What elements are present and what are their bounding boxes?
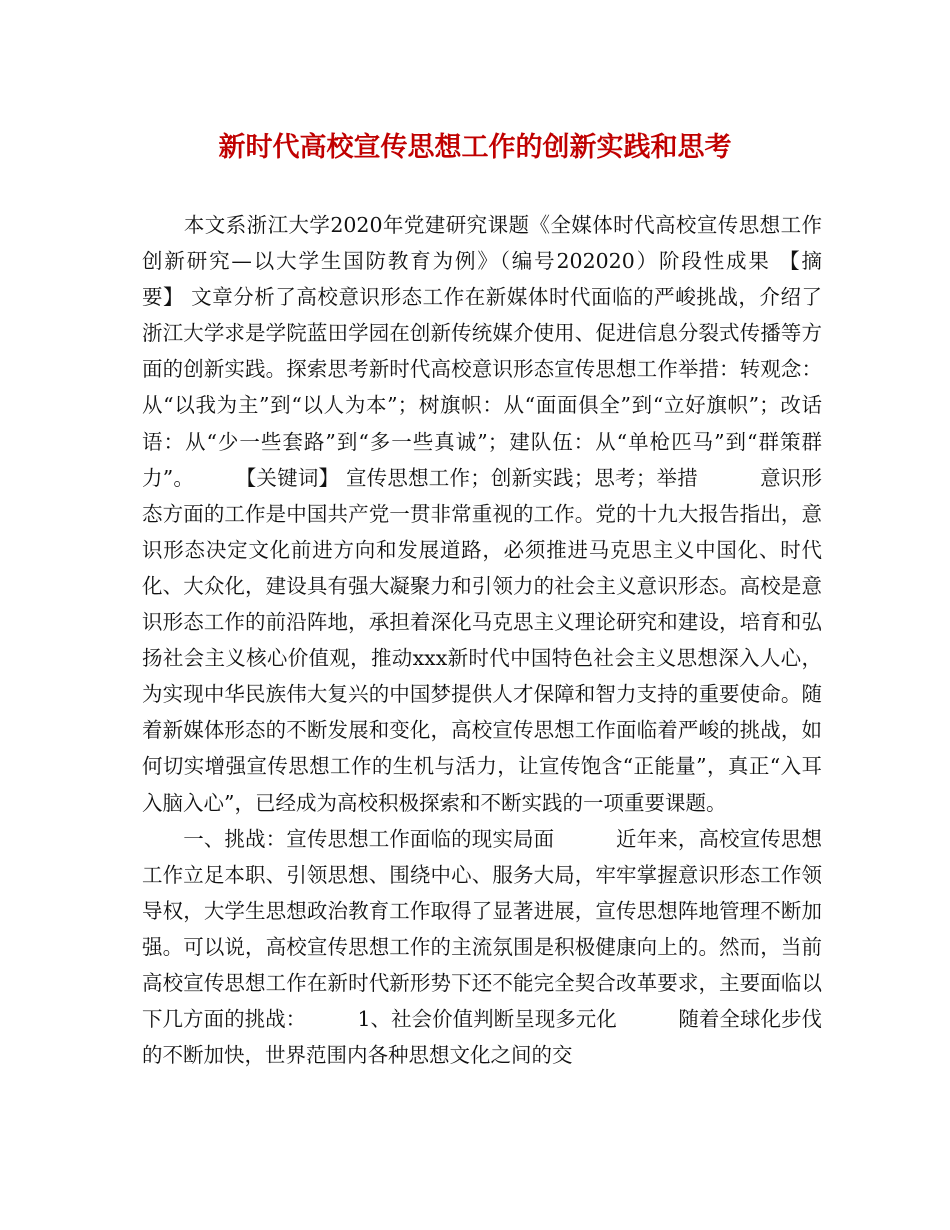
document-body: 本文系浙江大学2020年党建研究课题《全媒体时代高校宣传思想工作创新研究—以大学生国防教育为例》（编号202020）阶段性成果 【摘 要】 文章分析了高校意识形态工作在新媒体时代面临的严峻挑战，介绍了浙江大学求是学院蓝田学园在创新传统媒介使用、促进信息分裂式传播等方面的创新实践。探索思考新时代高校意识形态宣传思想工作举措：转观念：从“以我为主”到“以人为本”；树旗帜：从“面面俱全”到“立好旗帜”；改话语：从“少一些套路”到“多一些真诚”；建队伍：从“单枪匹马”到“群策群力”。 【关键词】 宣传思想工作；创新实践；思考；举措 意识形态方面的工作是中国共产党一贯非常重视的工作。党的十九大报告指出，意识形态决定文化前进方向和发展道路，必须推进马克思主义中国化、时代化、大众化，建设具有强大凝聚力和引领力的社会主义意识形态。高校是意识形态工作的前沿阵地，承担着深化马克思主义理论研究和建设，培育和弘扬社会主义核心价值观，推动xxx新时代中国特色社会主义思想深入人心，为实现中华民族伟大复兴的中国梦提供人才保障和智力支持的重要使命。随着新媒体形态的不断发展和变化，高校宣传思想工作面临着严峻的挑战，如何切实增强宣传思想工作的生机与活力，让宣传饱含“正能量”，真正“入耳入脑入心”，已经成为高校积极探索和不断实践的一项重要课题。 一、挑战：宣传思想工作面临的现实局面 近年来，高校宣传思想工作立足本职、引领思想、围绕中心、服务大局，牢牢掌握意识形态工作领导权，大学生思想政治教育工作取得了显著进展，宣传思想阵地管理不断加强。可以说，高校宣传思想工作的主流氛围是积极健康向上的。然而，当前高校宣传思想工作在新时代新形势下还不能完全契合改革要求，主要面临以下几方面的挑战： 1、社会价值判断呈现多元化 随着全球化步伐的不断加快，世界范围内各种思想文化之间的交 [142,213,822,1068]
document-title: 新时代高校宣传思想工作的创新实践和思考 [218,132,732,163]
